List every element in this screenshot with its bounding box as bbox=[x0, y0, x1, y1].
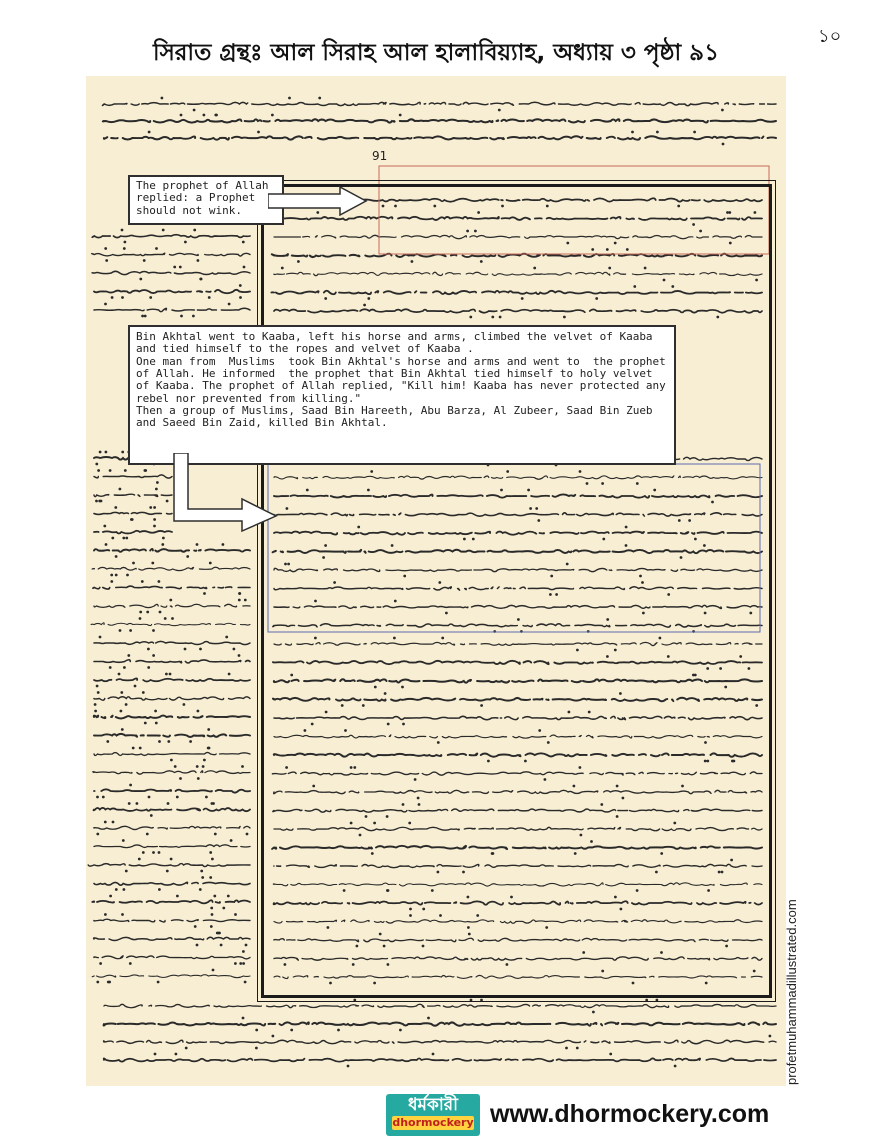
manuscript-line bbox=[94, 512, 172, 514]
site-url-link[interactable]: www.dhormockery.com bbox=[490, 1100, 770, 1128]
manuscript-dot bbox=[354, 999, 356, 1001]
manuscript-line bbox=[104, 1058, 776, 1061]
manuscript-dot bbox=[206, 796, 208, 798]
manuscript-dot bbox=[694, 131, 696, 133]
page-marker: 91 bbox=[372, 149, 388, 163]
manuscript-dot bbox=[125, 870, 127, 872]
manuscript-dot bbox=[210, 926, 212, 928]
manuscript-dot bbox=[99, 500, 101, 502]
manuscript-dot bbox=[400, 1029, 402, 1031]
manuscript-dot bbox=[243, 266, 245, 268]
manuscript-dot bbox=[208, 729, 210, 731]
logo-latin-text: dhormockery bbox=[392, 1116, 474, 1129]
manuscript-dot bbox=[243, 951, 245, 953]
manuscript-line bbox=[94, 549, 250, 552]
manuscript-dot bbox=[166, 870, 168, 872]
manuscript-dot bbox=[162, 229, 164, 231]
manuscript-dot bbox=[212, 858, 214, 860]
manuscript-line bbox=[93, 771, 250, 774]
callout-2-paragraph-3: Then a group of Muslims, Saad Bin Hareeth, Abu Barza, Al Zubeer, Saad Bin Zueb and Saeed Bin Zaid, killed Bin Akhtal. bbox=[136, 403, 660, 430]
manuscript-dot bbox=[214, 895, 216, 897]
manuscript-dot bbox=[118, 673, 120, 675]
manuscript-line bbox=[94, 290, 250, 293]
manuscript-dot bbox=[121, 729, 123, 731]
manuscript-dot bbox=[156, 488, 158, 490]
manuscript-dot bbox=[216, 932, 218, 934]
manuscript-dot bbox=[97, 833, 99, 835]
manuscript-dot bbox=[150, 507, 152, 509]
logo-bangla-text: ধর্মকারী bbox=[407, 1095, 458, 1115]
manuscript-line bbox=[93, 586, 250, 589]
scanned-manuscript bbox=[86, 76, 786, 1086]
manuscript-line bbox=[94, 604, 250, 607]
manuscript-line bbox=[91, 623, 250, 626]
manuscript-dot bbox=[119, 488, 121, 490]
manuscript-dot bbox=[138, 858, 140, 860]
manuscript-dot bbox=[176, 796, 178, 798]
manuscript-dot bbox=[566, 1047, 568, 1049]
manuscript-dot bbox=[97, 796, 99, 798]
manuscript-dot bbox=[235, 963, 237, 965]
manuscript-line bbox=[94, 956, 250, 959]
manuscript-dot bbox=[159, 741, 161, 743]
manuscript-dot bbox=[122, 914, 124, 916]
manuscript-dot bbox=[126, 537, 128, 539]
manuscript-dot bbox=[130, 630, 132, 632]
manuscript-dot bbox=[104, 525, 106, 527]
side-watermark: profetmuhammadillustrated.com bbox=[784, 899, 799, 1085]
manuscript-dot bbox=[166, 673, 168, 675]
manuscript-dot bbox=[99, 451, 101, 453]
manuscript-dot bbox=[183, 704, 185, 706]
manuscript-dot bbox=[238, 599, 240, 601]
manuscript-dot bbox=[272, 114, 274, 116]
manuscript-dot bbox=[202, 766, 204, 768]
manuscript-dot bbox=[159, 889, 161, 891]
manuscript-dot bbox=[123, 537, 125, 539]
manuscript-dot bbox=[244, 981, 246, 983]
manuscript-line bbox=[94, 641, 250, 644]
manuscript-dot bbox=[216, 114, 218, 116]
manuscript-dot bbox=[170, 858, 172, 860]
manuscript-dot bbox=[208, 747, 210, 749]
manuscript-dot bbox=[226, 636, 228, 638]
manuscript-line bbox=[94, 826, 250, 829]
manuscript-dot bbox=[146, 833, 148, 835]
manuscript-dot bbox=[197, 710, 199, 712]
manuscript-dot bbox=[158, 581, 160, 583]
manuscript-dot bbox=[133, 562, 135, 564]
manuscript-line bbox=[94, 919, 250, 922]
manuscript-dot bbox=[722, 109, 724, 111]
manuscript-dot bbox=[245, 944, 247, 946]
manuscript-dot bbox=[96, 685, 98, 687]
manuscript-line bbox=[88, 937, 250, 940]
manuscript-dot bbox=[124, 667, 126, 669]
manuscript-dot bbox=[153, 630, 155, 632]
manuscript-dot bbox=[111, 574, 113, 576]
manuscript-dot bbox=[122, 297, 124, 299]
manuscript-dot bbox=[338, 1029, 340, 1031]
manuscript-dot bbox=[154, 519, 156, 521]
manuscript-dot bbox=[152, 562, 154, 564]
manuscript-dot bbox=[272, 1035, 274, 1037]
manuscript-line bbox=[94, 531, 172, 534]
manuscript-dot bbox=[190, 741, 192, 743]
manuscript-dot bbox=[111, 297, 113, 299]
manuscript-dot bbox=[214, 833, 216, 835]
manuscript-dot bbox=[128, 655, 130, 657]
manuscript-dot bbox=[243, 963, 245, 965]
manuscript-dot bbox=[228, 673, 230, 675]
manuscript-dot bbox=[239, 285, 241, 287]
page-title: সিরাত গ্রন্থঃ আল সিরাহ আল হালাবিয়্যাহ, অধ্যায় ৩ পৃষ্ঠা ৯১ bbox=[152, 40, 719, 66]
manuscript-line bbox=[94, 789, 250, 792]
manuscript-dot bbox=[112, 821, 114, 823]
manuscript-dot bbox=[235, 914, 237, 916]
manuscript-dot bbox=[95, 710, 97, 712]
manuscript-dot bbox=[119, 630, 121, 632]
manuscript-dot bbox=[154, 1053, 156, 1055]
manuscript-dot bbox=[211, 914, 213, 916]
manuscript-dot bbox=[127, 574, 129, 576]
manuscript-dot bbox=[148, 131, 150, 133]
manuscript-line bbox=[87, 271, 250, 274]
manuscript-dot bbox=[124, 241, 126, 243]
manuscript-dot bbox=[104, 821, 106, 823]
manuscript-line bbox=[92, 253, 250, 256]
manuscript-dot bbox=[107, 741, 109, 743]
manuscript-line bbox=[104, 1022, 776, 1025]
manuscript-dot bbox=[130, 784, 132, 786]
manuscript-dot bbox=[223, 907, 225, 909]
manuscript-dot bbox=[120, 710, 122, 712]
manuscript-line bbox=[94, 678, 250, 681]
manuscript-dot bbox=[105, 544, 107, 546]
manuscript-dot bbox=[157, 981, 159, 983]
manuscript-dot bbox=[211, 803, 213, 805]
manuscript-dot bbox=[197, 260, 199, 262]
manuscript-dot bbox=[196, 944, 198, 946]
manuscript-dot bbox=[291, 1029, 293, 1031]
manuscript-dot bbox=[131, 519, 133, 521]
manuscript-dot bbox=[240, 297, 242, 299]
manuscript-dot bbox=[197, 778, 199, 780]
manuscript-dot bbox=[432, 1053, 434, 1055]
manuscript-dot bbox=[155, 722, 157, 724]
manuscript-line bbox=[94, 494, 172, 497]
manuscript-dot bbox=[246, 833, 248, 835]
manuscript-dot bbox=[128, 803, 130, 805]
manuscript-dot bbox=[169, 673, 171, 675]
manuscript-dot bbox=[139, 618, 141, 620]
manuscript-dot bbox=[98, 470, 100, 472]
manuscript-dot bbox=[170, 599, 172, 601]
manuscript-line bbox=[104, 1040, 776, 1044]
manuscript-dot bbox=[201, 870, 203, 872]
manuscript-dot bbox=[142, 315, 144, 317]
manuscript-dot bbox=[100, 963, 102, 965]
manuscript-dot bbox=[244, 599, 246, 601]
manuscript-dot bbox=[142, 692, 144, 694]
manuscript-dot bbox=[212, 969, 214, 971]
manuscript-dot bbox=[140, 278, 142, 280]
manuscript-dot bbox=[153, 655, 155, 657]
manuscript-dot bbox=[96, 500, 98, 502]
manuscript-dot bbox=[121, 229, 123, 231]
manuscript-dot bbox=[194, 926, 196, 928]
manuscript-dot bbox=[164, 618, 166, 620]
manuscript-dot bbox=[122, 451, 124, 453]
manuscript-line bbox=[88, 845, 250, 848]
manuscript-dot bbox=[111, 581, 113, 583]
manuscript-dot bbox=[194, 229, 196, 231]
manuscript-dot bbox=[174, 266, 176, 268]
manuscript-dot bbox=[155, 710, 157, 712]
manuscript-dot bbox=[144, 315, 146, 317]
manuscript-dot bbox=[196, 544, 198, 546]
manuscript-dot bbox=[220, 944, 222, 946]
manuscript-dot bbox=[240, 963, 242, 965]
manuscript-dot bbox=[210, 877, 212, 879]
manuscript-dot bbox=[200, 278, 202, 280]
manuscript-dot bbox=[148, 667, 150, 669]
manuscript-dot bbox=[289, 97, 291, 99]
manuscript-dot bbox=[162, 544, 164, 546]
manuscript-dot bbox=[242, 766, 244, 768]
manuscript-dot bbox=[180, 114, 182, 116]
manuscript-dot bbox=[112, 537, 114, 539]
manuscript-dot bbox=[593, 1011, 595, 1013]
manuscript-dot bbox=[105, 451, 107, 453]
page-number: ১০ bbox=[818, 26, 842, 47]
callout-2-paragraph-1: Bin Akhtal went to Kaaba, left his horse and arms, climbed the velvet of Kaaba and tied himself to the ropes and velvet of Kaaba . bbox=[136, 330, 660, 356]
manuscript-dot bbox=[154, 507, 156, 509]
manuscript-dot bbox=[193, 315, 195, 317]
manuscript-dot bbox=[96, 463, 98, 465]
callout-1-text: The prophet of Allah replied: a Prophet should not wink. bbox=[136, 179, 269, 217]
manuscript-dot bbox=[233, 648, 235, 650]
manuscript-dot bbox=[157, 482, 159, 484]
manuscript-dot bbox=[115, 574, 117, 576]
manuscript-dot bbox=[646, 999, 648, 1001]
manuscript-dot bbox=[210, 852, 212, 854]
manuscript-dot bbox=[144, 722, 146, 724]
manuscript-dot bbox=[109, 470, 111, 472]
manuscript-line bbox=[94, 808, 250, 811]
manuscript-dot bbox=[632, 131, 634, 133]
manuscript-line bbox=[92, 567, 250, 570]
manuscript-dot bbox=[115, 507, 117, 509]
manuscript-dot bbox=[123, 889, 125, 891]
manuscript-dot bbox=[163, 537, 165, 539]
manuscript-dot bbox=[185, 241, 187, 243]
manuscript-line bbox=[88, 864, 250, 867]
manuscript-dot bbox=[227, 895, 229, 897]
manuscript-line bbox=[94, 882, 250, 885]
manuscript-dot bbox=[172, 618, 174, 620]
manuscript-dot bbox=[148, 796, 150, 798]
manuscript-dot bbox=[105, 914, 107, 916]
manuscript-dot bbox=[105, 303, 107, 305]
manuscript-dot bbox=[179, 266, 181, 268]
manuscript-main-frame bbox=[261, 184, 772, 998]
manuscript-dot bbox=[769, 1035, 771, 1037]
manuscript-dot bbox=[124, 470, 126, 472]
manuscript-dot bbox=[168, 741, 170, 743]
manuscript-dot bbox=[203, 114, 205, 116]
manuscript-line bbox=[94, 660, 250, 663]
manuscript-dot bbox=[145, 470, 147, 472]
manuscript-dot bbox=[399, 114, 401, 116]
manuscript-line bbox=[94, 752, 250, 755]
manuscript-dot bbox=[204, 593, 206, 595]
manuscript-dot bbox=[196, 766, 198, 768]
manuscript-dot bbox=[184, 648, 186, 650]
manuscript-dot bbox=[202, 877, 204, 879]
manuscript-dot bbox=[140, 611, 142, 613]
manuscript-line bbox=[92, 975, 250, 978]
manuscript-dot bbox=[158, 852, 160, 854]
manuscript-dot bbox=[187, 556, 189, 558]
manuscript-line bbox=[104, 136, 776, 139]
manuscript-dot bbox=[258, 131, 260, 133]
manuscript-dot bbox=[199, 889, 201, 891]
manuscript-dot bbox=[180, 778, 182, 780]
manuscript-dot bbox=[139, 747, 141, 749]
manuscript-dot bbox=[242, 1017, 244, 1019]
manuscript-dot bbox=[228, 303, 230, 305]
manuscript-dot bbox=[211, 907, 213, 909]
manuscript-dot bbox=[347, 1065, 349, 1067]
manuscript-dot bbox=[109, 981, 111, 983]
manuscript-dot bbox=[99, 636, 101, 638]
manuscript-dot bbox=[167, 803, 169, 805]
manuscript-dot bbox=[656, 999, 658, 1001]
manuscript-dot bbox=[722, 143, 724, 145]
manuscript-dot bbox=[141, 581, 143, 583]
manuscript-dot bbox=[166, 500, 168, 502]
manuscript-dot bbox=[185, 1047, 187, 1049]
manuscript-dot bbox=[150, 297, 152, 299]
manuscript-dot bbox=[110, 895, 112, 897]
manuscript-dot bbox=[657, 131, 659, 133]
manuscript-line bbox=[90, 475, 172, 478]
manuscript-dot bbox=[610, 1053, 612, 1055]
manuscript-line bbox=[104, 1004, 776, 1008]
manuscript-dot bbox=[238, 655, 240, 657]
manuscript-dot bbox=[175, 1053, 177, 1055]
manuscript-dot bbox=[115, 889, 117, 891]
manuscript-dot bbox=[125, 704, 127, 706]
manuscript-dot bbox=[147, 611, 149, 613]
manuscript-dot bbox=[177, 895, 179, 897]
manuscript-dot bbox=[428, 1017, 430, 1019]
callout-2-paragraph-2: One man from Muslims took Bin Akhtal's horse and arms and went to the prophet of Allah. He informed the prophet that Bin Akhtal tied himself to holy velvet of Kaaba. The prophet of Allah replied, "Kill him! Kaaba has never protected any rebel nor prevented from killing." bbox=[136, 354, 673, 405]
manuscript-dot bbox=[159, 611, 161, 613]
manuscript-dot bbox=[136, 803, 138, 805]
manuscript-dot bbox=[97, 981, 99, 983]
manuscript-dot bbox=[143, 260, 145, 262]
manuscript-dot bbox=[121, 692, 123, 694]
arrow-callout-2 bbox=[172, 453, 280, 533]
manuscript-dot bbox=[106, 260, 108, 262]
manuscript-dot bbox=[181, 315, 183, 317]
manuscript-dot bbox=[242, 241, 244, 243]
manuscript-dot bbox=[239, 593, 241, 595]
manuscript-dot bbox=[129, 963, 131, 965]
manuscript-line bbox=[91, 235, 250, 238]
manuscript-dot bbox=[97, 692, 99, 694]
manuscript-dot bbox=[481, 999, 483, 1001]
manuscript-dot bbox=[319, 97, 321, 99]
manuscript-line bbox=[89, 900, 250, 903]
manuscript-dot bbox=[470, 999, 472, 1001]
manuscript-dot bbox=[123, 248, 125, 250]
manuscript-dot bbox=[153, 852, 155, 854]
manuscript-dot bbox=[204, 759, 206, 761]
manuscript-dot bbox=[576, 1047, 578, 1049]
manuscript-dot bbox=[134, 685, 136, 687]
manuscript-dot bbox=[230, 840, 232, 842]
manuscript-dot bbox=[122, 840, 124, 842]
manuscript-line bbox=[94, 716, 250, 719]
manuscript-dot bbox=[256, 1047, 258, 1049]
manuscript-line bbox=[94, 308, 250, 311]
manuscript-dot bbox=[105, 248, 107, 250]
manuscript-dot bbox=[209, 562, 211, 564]
manuscript-dot bbox=[109, 667, 111, 669]
manuscript-dot bbox=[142, 852, 144, 854]
callout-prophet-wink bbox=[128, 175, 284, 225]
manuscript-dot bbox=[156, 248, 158, 250]
manuscript-dot bbox=[132, 747, 134, 749]
manuscript-dot bbox=[256, 1029, 258, 1031]
manuscript-dot bbox=[171, 759, 173, 761]
manuscript-dot bbox=[174, 766, 176, 768]
callout-bin-akhtal bbox=[128, 325, 676, 465]
manuscript-dot bbox=[115, 556, 117, 558]
manuscript-dot bbox=[161, 97, 163, 99]
manuscript-dot bbox=[193, 109, 195, 111]
arrow-callout-1 bbox=[268, 186, 368, 216]
manuscript-dot bbox=[674, 1065, 676, 1067]
manuscript-dot bbox=[148, 648, 150, 650]
manuscript-dot bbox=[200, 648, 202, 650]
manuscript-dot bbox=[94, 704, 96, 706]
manuscript-dot bbox=[222, 544, 224, 546]
manuscript-line bbox=[90, 697, 250, 700]
manuscript-line bbox=[98, 119, 776, 122]
manuscript-line bbox=[94, 734, 250, 737]
manuscript-dot bbox=[498, 109, 500, 111]
manuscript-line bbox=[102, 102, 776, 105]
manuscript-dot bbox=[102, 796, 104, 798]
manuscript-dot bbox=[208, 297, 210, 299]
dhormockery-logo[interactable] bbox=[386, 1094, 480, 1136]
manuscript-dot bbox=[150, 815, 152, 817]
manuscript-dot bbox=[154, 525, 156, 527]
